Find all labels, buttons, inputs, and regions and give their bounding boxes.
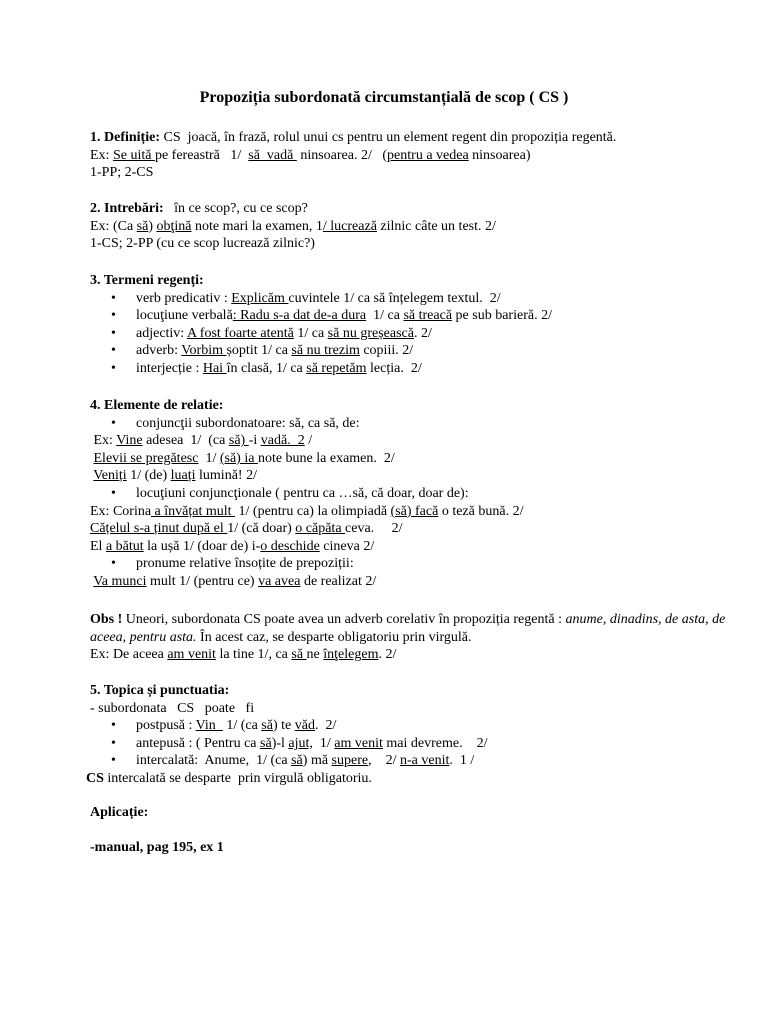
list-item: • interjecție : Hai în clasă, 1/ ca să repetăm lecția. 2/ bbox=[90, 360, 730, 378]
section-application bbox=[90, 804, 730, 822]
assignment bbox=[90, 839, 730, 857]
section-word-order bbox=[86, 682, 730, 788]
section-heading: 4. Elemente de relatie: bbox=[90, 398, 224, 413]
section-questions bbox=[90, 200, 730, 253]
list-item: • intercalată: Anume, 1/ (ca să) mă supere, 2/ n-a venit. 1 / bbox=[90, 752, 730, 770]
section-heading: 2. Intrebări: bbox=[90, 201, 164, 216]
list-item: • postpusă : Vin 1/ (ca să) te văd. 2/ bbox=[90, 717, 730, 735]
example-line: Ex: Vine adesea 1/ (ca să) -i vadă. 2 / bbox=[90, 433, 313, 449]
note-line: CS intercalată se desparte prin virgulă obligatoriu. bbox=[86, 770, 372, 786]
example-line: Veniți 1/ (de) luați lumină! 2/ bbox=[93, 468, 257, 484]
observation-text: Obs ! Uneori, subordonata CS poate avea un adverb corelativ în propoziția regentă : anume, dinadins, de asta, de aceea, pentru asta. În acest caz, se desparte obligatoriu prin virgulă. bbox=[90, 612, 726, 645]
section-definition bbox=[90, 129, 730, 182]
example-line: Elevii se pregătesc 1/ (să) ia note bune la examen. 2/ bbox=[93, 450, 395, 466]
intro-line: - subordonata CS poate fi bbox=[90, 700, 255, 716]
legend-line: 1-CS; 2-PP (cu ce scop lucrează zilnic?) bbox=[90, 236, 315, 252]
section-relation-elements bbox=[90, 397, 730, 591]
section-heading: 1. Definiție: bbox=[90, 130, 160, 145]
example-line: Ex: (Ca să) obţină note mari la examen, 1/ lucrează zilnic câte un test. 2/ bbox=[90, 218, 496, 234]
definition-line: 1. Definiție: CS joacă, în frază, rolul unui cs pentru un element regent din propoziția regentă. bbox=[90, 130, 617, 145]
section-heading: 5. Topica și punctuatia: bbox=[90, 683, 230, 698]
list-item: • adjectiv: A fost foarte atentă 1/ ca să nu greșească. 2/ bbox=[90, 325, 730, 343]
page-title: Propoziția subordonată circumstanțială de scop ( CS ) bbox=[199, 89, 569, 106]
questions-line: 2. Intrebări: în ce scop?, cu ce scop? bbox=[90, 201, 308, 216]
list-item: • adverb: Vorbim șoptit 1/ ca să nu trezim copiii. 2/ bbox=[90, 342, 730, 360]
example-line: Cățelul s-a ținut după el 1/ (că doar) o căpăta ceva. 2/ bbox=[90, 521, 403, 537]
list-item: • antepusă : ( Pentru ca să)-l ajut, 1/ am venit mai devreme. 2/ bbox=[90, 735, 730, 753]
section-regent-terms bbox=[90, 272, 730, 378]
list-item: • locuţiuni conjuncţionale ( pentru ca …să, că doar, doar de): bbox=[90, 485, 730, 503]
example-line: El a bătut la ușă 1/ (doar de) i-o deschide cineva 2/ bbox=[90, 538, 375, 554]
section-heading: 3. Termeni regenți: bbox=[90, 273, 204, 288]
legend-line: 1-PP; 2-CS bbox=[90, 165, 154, 181]
assignment-text: -manual, pag 195, ex 1 bbox=[90, 840, 224, 855]
list-item: • conjuncţii subordonatoare: să, ca să, de: bbox=[90, 415, 730, 433]
example-line: Ex: Corina a învățat mult 1/ (pentru ca) la olimpiadă (să) facă o teză bună. 2/ bbox=[90, 503, 524, 519]
observation-note bbox=[90, 611, 730, 664]
example-line: Va munci mult 1/ (pentru ce) va avea de realizat 2/ bbox=[93, 573, 377, 589]
example-line: Ex: Se uită pe fereastră 1/ să vadă ninsoarea. 2/ (pentru a vedea ninsoarea) bbox=[90, 147, 531, 163]
list-item: • verb predicativ : Explicăm cuvintele 1/ ca să înțelegem textul. 2/ bbox=[90, 290, 730, 308]
section-heading: Aplicație: bbox=[90, 805, 149, 820]
list-item: • pronume relative însoțite de prepoziții: bbox=[90, 555, 730, 573]
list-item: • locuţiune verbală: Radu s-a dat de-a dura 1/ ca să treacă pe sub barieră. 2/ bbox=[90, 307, 730, 325]
example-line: Ex: De aceea am venit la tine 1/, ca să ne înţelegem. 2/ bbox=[90, 647, 397, 663]
